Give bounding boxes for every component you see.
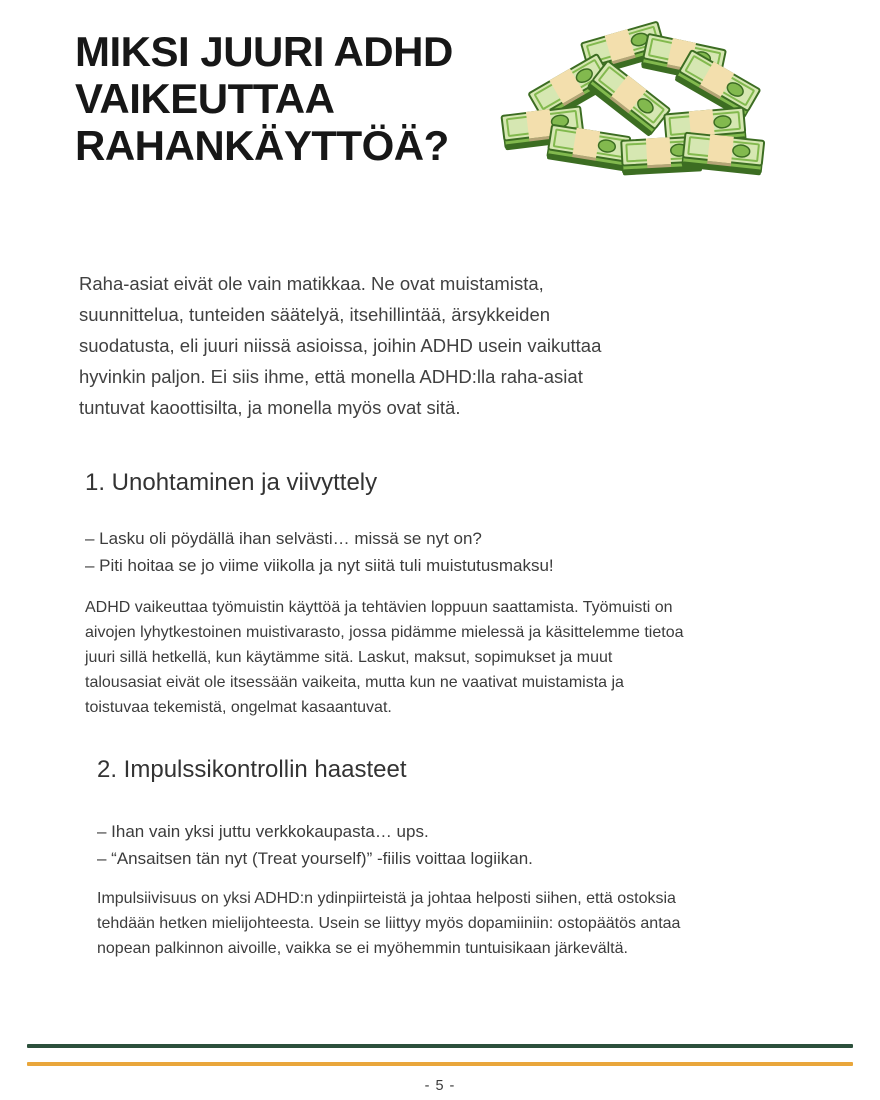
section-2-body bbox=[97, 886, 680, 961]
body-line: aivojen lyhytkestoinen muistivarasto, jossa pidämme mielessä ja käsittelemme tietoa bbox=[85, 624, 684, 641]
page-number: - 5 - bbox=[424, 1078, 456, 1094]
intro-line: suunnittelua, tunteiden säätelyä, itsehillintää, ärsykkeiden bbox=[79, 304, 551, 325]
quote-line: – Ihan vain yksi juttu verkkokaupasta… ups. bbox=[97, 822, 429, 841]
footer-rule-orange bbox=[27, 1062, 853, 1066]
quote-line: – “Ansaitsen tän nyt (Treat yourself)” -fiilis voittaa logiikan. bbox=[97, 849, 533, 868]
page-title-line: RAHANKÄYTTÖÄ? bbox=[75, 122, 449, 169]
page-title bbox=[75, 28, 453, 169]
body-line: Impulsiivisuus on yksi ADHD:n ydinpiirteistä ja johtaa helposti siihen, että ostoksia bbox=[97, 890, 676, 907]
section-2-heading: 2. Impulssikontrollin haasteet bbox=[97, 756, 407, 783]
money-pile-illustration bbox=[495, 20, 767, 208]
intro-paragraph bbox=[79, 268, 739, 423]
page-title-line: MIKSI JUURI ADHD bbox=[75, 28, 453, 75]
body-line: juuri sillä hetkellä, kun käytämme sitä. Laskut, maksut, sopimukset ja muut bbox=[85, 649, 613, 666]
quote-line: – Lasku oli pöydällä ihan selvästi… missä se nyt on? bbox=[85, 529, 482, 548]
body-line: tehdään hetken mielijohteesta. Usein se liittyy myös dopamiiniin: ostopäätös antaa bbox=[97, 915, 681, 932]
money-pile-icon bbox=[495, 20, 767, 208]
intro-line: suodatusta, eli juuri niissä asioissa, joihin ADHD usein vaikuttaa bbox=[79, 335, 602, 356]
intro-line: hyvinkin paljon. Ei siis ihme, että monella ADHD:lla raha-asiat bbox=[79, 366, 583, 387]
body-line: toistuvaa tekemistä, ongelmat kasaantuvat. bbox=[85, 699, 392, 716]
body-line: talousasiat eivät ole itsessään vaikeita, mutta kun ne vaativat muistamista ja bbox=[85, 674, 624, 691]
intro-line: Raha-asiat eivät ole vain matikkaa. Ne ovat muistamista, bbox=[79, 273, 544, 294]
page-title-line: VAIKEUTTAA bbox=[75, 75, 335, 122]
section-impulse-control bbox=[97, 755, 680, 961]
body-line: nopean palkinnon aivoille, vaikka se ei myöhemmin tuntuisikaan järkevältä. bbox=[97, 940, 628, 957]
section-1-body bbox=[85, 595, 683, 720]
intro-line: tuntuvat kaoottisilta, ja monella myös ovat sitä. bbox=[79, 397, 461, 418]
section-forgetting bbox=[85, 468, 683, 720]
section-1-heading: 1. Unohtaminen ja viivyttely bbox=[85, 469, 378, 496]
footer-rule-green bbox=[27, 1044, 853, 1048]
body-line: ADHD vaikeuttaa työmuistin käyttöä ja tehtävien loppuun saattamista. Työmuisti on bbox=[85, 599, 673, 616]
section-2-quotes bbox=[97, 818, 680, 872]
section-1-quotes bbox=[85, 525, 683, 579]
quote-line: – Piti hoitaa se jo viime viikolla ja nyt siitä tuli muistutusmaksu! bbox=[85, 556, 554, 575]
